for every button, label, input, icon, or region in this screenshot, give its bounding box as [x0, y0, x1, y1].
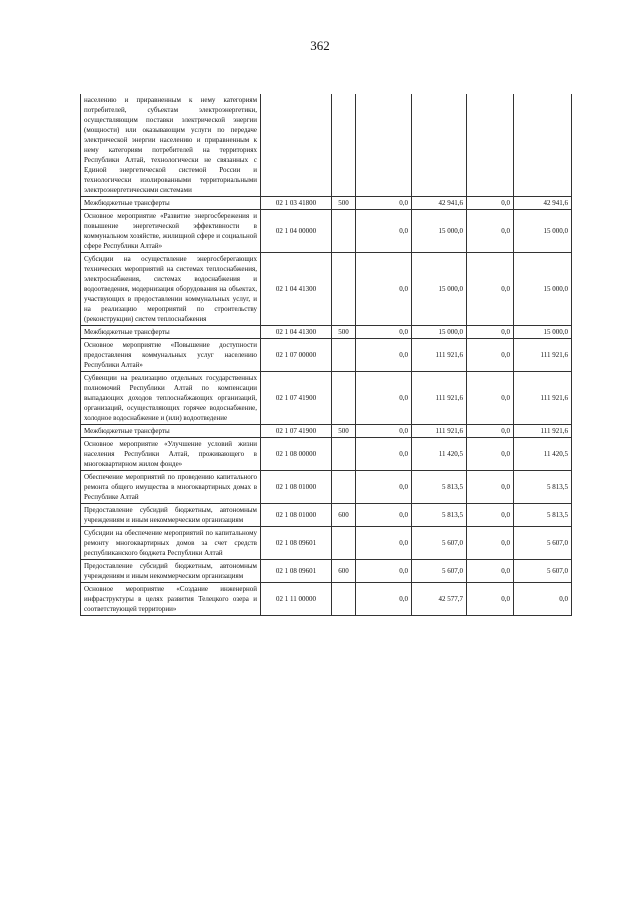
row-code-cell: 02 1 04 41300: [261, 253, 332, 326]
row-amount-2-cell: 15 000,0: [412, 253, 467, 326]
table-row: [81, 438, 572, 471]
row-amount-3-cell: 0,0: [467, 471, 514, 504]
row-code-cell: 02 1 04 41300: [261, 326, 332, 339]
row-amount-1-cell: 0,0: [356, 583, 412, 616]
row-amount-1-cell: 0,0: [356, 326, 412, 339]
row-amount-3-cell: 0,0: [467, 339, 514, 372]
row-amount-4-cell: 11 420,5: [514, 438, 572, 471]
row-expense-type-cell: [332, 527, 356, 560]
table-row: [81, 372, 572, 425]
row-expense-type-cell: 600: [332, 504, 356, 527]
page-number: 362: [310, 38, 330, 53]
table-row: [81, 471, 572, 504]
row-code-cell: 02 1 07 41900: [261, 372, 332, 425]
row-amount-1-cell: 0,0: [356, 339, 412, 372]
row-name-cell: Субсидии на обеспечение мероприятий по капитальному ремонту многоквартирных домов за счет средств республиканского бюджета Республики Алтай: [81, 527, 261, 560]
row-amount-2-cell: 5 607,0: [412, 560, 467, 583]
budget-table: [80, 94, 572, 616]
table-row: [81, 94, 572, 197]
row-name-cell: Субвенции на реализацию отдельных государственных полномочий Республики Алтай по компенсации выпадающих доходов теплоснабжающих организаций, организаций, осуществляющих горячее водоснабжение, холодное водоснабжение и (или) водоотведение: [81, 372, 261, 425]
row-amount-1-cell: 0,0: [356, 560, 412, 583]
row-amount-3-cell: 0,0: [467, 425, 514, 438]
row-amount-4-cell: 111 921,6: [514, 372, 572, 425]
row-amount-4-cell: 15 000,0: [514, 253, 572, 326]
row-name-cell: Обеспечение мероприятий по проведению капитального ремонта общего имущества в многоквартирных домах в Республике Алтай: [81, 471, 261, 504]
row-amount-2-cell: 11 420,5: [412, 438, 467, 471]
row-name-cell: Основное мероприятие «Повышение доступности предоставления коммунальных услуг населению Республики Алтай»: [81, 339, 261, 372]
table-row: [81, 583, 572, 616]
row-name-cell: Основное мероприятие «Развитие энергосбережения и повышение энергетической эффективности в коммунальном хозяйстве, жилищной сфере и социальной сфере Республики Алтай»: [81, 210, 261, 253]
row-amount-3-cell: 0,0: [467, 583, 514, 616]
row-amount-4-cell: 42 941,6: [514, 197, 572, 210]
table-row: [81, 425, 572, 438]
row-amount-3-cell: 0,0: [467, 438, 514, 471]
row-expense-type-cell: 600: [332, 560, 356, 583]
table-row: [81, 504, 572, 527]
row-name-cell: Основное мероприятие «Улучшение условий жизни населения Республики Алтай, проживающего в многоквартирном жилом фонде»: [81, 438, 261, 471]
row-expense-type-cell: [332, 339, 356, 372]
row-amount-4-cell: 5 813,5: [514, 471, 572, 504]
row-amount-2-cell: 42 941,6: [412, 197, 467, 210]
row-amount-2-cell: 5 813,5: [412, 504, 467, 527]
row-code-cell: 02 1 07 00000: [261, 339, 332, 372]
row-expense-type-cell: [332, 253, 356, 326]
row-amount-4-cell: 111 921,6: [514, 339, 572, 372]
row-amount-1-cell: 0,0: [356, 253, 412, 326]
row-amount-1-cell: [356, 94, 412, 197]
row-code-cell: 02 1 07 41900: [261, 425, 332, 438]
table-row: [81, 560, 572, 583]
row-amount-1-cell: 0,0: [356, 527, 412, 560]
row-expense-type-cell: 500: [332, 425, 356, 438]
row-expense-type-cell: [332, 438, 356, 471]
row-name-cell: Межбюджетные трансферты: [81, 197, 261, 210]
row-amount-1-cell: 0,0: [356, 210, 412, 253]
row-amount-1-cell: 0,0: [356, 438, 412, 471]
row-amount-3-cell: [467, 94, 514, 197]
row-amount-4-cell: 5 813,5: [514, 504, 572, 527]
row-name-cell: Предоставление субсидий бюджетным, автономным учреждениям и иным некоммерческим организациям: [81, 504, 261, 527]
row-name-cell: Предоставление субсидий бюджетным, автономным учреждениям и иным некоммерческим организациям: [81, 560, 261, 583]
row-name-cell: Межбюджетные трансферты: [81, 326, 261, 339]
row-amount-1-cell: 0,0: [356, 504, 412, 527]
row-amount-1-cell: 0,0: [356, 425, 412, 438]
row-code-cell: [261, 94, 332, 197]
row-code-cell: 02 1 08 01000: [261, 504, 332, 527]
row-expense-type-cell: 500: [332, 197, 356, 210]
row-amount-4-cell: 15 000,0: [514, 326, 572, 339]
row-amount-2-cell: 15 000,0: [412, 210, 467, 253]
row-code-cell: 02 1 08 00000: [261, 438, 332, 471]
row-expense-type-cell: [332, 94, 356, 197]
row-amount-3-cell: 0,0: [467, 372, 514, 425]
row-name-cell: Основное мероприятие «Создание инженерной инфраструктуры в целях развития Телецкого озера и соответствующей территории»: [81, 583, 261, 616]
row-amount-3-cell: 0,0: [467, 326, 514, 339]
row-name-cell: населению и приравненным к нему категориям потребителей, субъектам электроэнергетики, осуществляющим поставки электрической энергии (мощности) или оказывающим услуги по передаче электрической энергии населению и приравненным к нему категориям потребителей на территориях Республики Алтай, технологически не связанных с Единой энергетической системой России и технологически изолированными территориальными электроэнергетическими системами: [81, 94, 261, 197]
row-amount-4-cell: 15 000,0: [514, 210, 572, 253]
row-amount-3-cell: 0,0: [467, 527, 514, 560]
row-amount-3-cell: 0,0: [467, 197, 514, 210]
table-row: [81, 339, 572, 372]
table-row: [81, 326, 572, 339]
row-amount-2-cell: [412, 94, 467, 197]
row-amount-4-cell: [514, 94, 572, 197]
row-amount-4-cell: 5 607,0: [514, 527, 572, 560]
table-row: [81, 197, 572, 210]
row-code-cell: 02 1 08 09601: [261, 560, 332, 583]
row-amount-2-cell: 42 577,7: [412, 583, 467, 616]
row-amount-2-cell: 111 921,6: [412, 425, 467, 438]
row-code-cell: 02 1 04 00000: [261, 210, 332, 253]
row-amount-4-cell: 0,0: [514, 583, 572, 616]
row-code-cell: 02 1 08 01000: [261, 471, 332, 504]
row-name-cell: Межбюджетные трансферты: [81, 425, 261, 438]
table-row: [81, 527, 572, 560]
table-row: [81, 210, 572, 253]
row-amount-4-cell: 5 607,0: [514, 560, 572, 583]
row-amount-2-cell: 111 921,6: [412, 339, 467, 372]
row-amount-3-cell: 0,0: [467, 210, 514, 253]
row-amount-1-cell: 0,0: [356, 372, 412, 425]
row-amount-2-cell: 5 607,0: [412, 527, 467, 560]
row-amount-3-cell: 0,0: [467, 253, 514, 326]
table-row: [81, 253, 572, 326]
budget-table-body: [81, 94, 572, 616]
row-expense-type-cell: [332, 372, 356, 425]
row-expense-type-cell: [332, 583, 356, 616]
row-code-cell: 02 1 03 41800: [261, 197, 332, 210]
row-amount-4-cell: 111 921,6: [514, 425, 572, 438]
row-amount-2-cell: 5 813,5: [412, 471, 467, 504]
row-amount-2-cell: 111 921,6: [412, 372, 467, 425]
row-amount-1-cell: 0,0: [356, 197, 412, 210]
row-name-cell: Субсидии на осуществление энергосберегающих технических мероприятий на системах теплоснабжения, электроснабжения, системах водоснабжения и водоотведения, модернизация оборудования на объектах, участвующих в предоставлении коммунальных услуг, и на реализацию мероприятий по строительству (реконструкции) систем теплоснабжения: [81, 253, 261, 326]
row-amount-3-cell: 0,0: [467, 560, 514, 583]
row-expense-type-cell: [332, 210, 356, 253]
row-code-cell: 02 1 11 00000: [261, 583, 332, 616]
row-code-cell: 02 1 08 09601: [261, 527, 332, 560]
row-amount-2-cell: 15 000,0: [412, 326, 467, 339]
row-expense-type-cell: [332, 471, 356, 504]
row-amount-1-cell: 0,0: [356, 471, 412, 504]
row-expense-type-cell: 500: [332, 326, 356, 339]
row-amount-3-cell: 0,0: [467, 504, 514, 527]
